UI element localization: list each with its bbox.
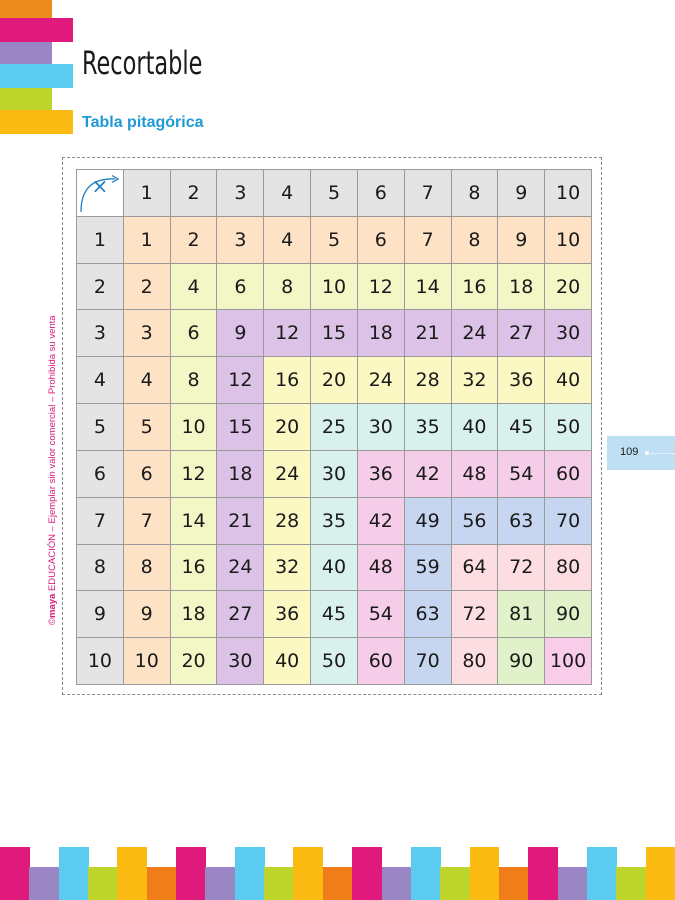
- table-cell: 21: [405, 310, 452, 357]
- table-cell: 32: [264, 545, 311, 592]
- bottom-stripe: [0, 847, 30, 900]
- table-cell: 3: [217, 217, 264, 264]
- row-header: 6: [77, 451, 124, 498]
- table-cell: 28: [405, 357, 452, 404]
- bottom-stripe: [293, 847, 323, 900]
- table-cell: 12: [358, 264, 405, 311]
- table-cell: 60: [545, 451, 592, 498]
- table-cell: 3: [124, 310, 171, 357]
- copyright-symbol: ©: [47, 618, 58, 625]
- table-cell: 9: [217, 310, 264, 357]
- table-cell: 24: [452, 310, 499, 357]
- table-cell: 36: [264, 591, 311, 638]
- bottom-stripe: [323, 867, 353, 900]
- column-header: 10: [545, 170, 592, 217]
- row-header: 3: [77, 310, 124, 357]
- table-cell: 70: [405, 638, 452, 685]
- bottom-stripe: [264, 867, 294, 900]
- table-cell: 5: [311, 217, 358, 264]
- table-cell: 24: [264, 451, 311, 498]
- table-cell: 4: [171, 264, 218, 311]
- table-cell: 21: [217, 498, 264, 545]
- table-cell: 16: [264, 357, 311, 404]
- column-header: 1: [124, 170, 171, 217]
- table-cell: 54: [358, 591, 405, 638]
- row-header: 2: [77, 264, 124, 311]
- row-header: 8: [77, 545, 124, 592]
- table-cell: 30: [217, 638, 264, 685]
- table-cell: 2: [171, 217, 218, 264]
- table-cell: 30: [358, 404, 405, 451]
- bottom-stripe: [499, 867, 529, 900]
- table-cell: 81: [498, 591, 545, 638]
- table-cell: 42: [358, 498, 405, 545]
- row-header: 7: [77, 498, 124, 545]
- stripe-yellow: [0, 110, 73, 134]
- table-cell: 5: [124, 404, 171, 451]
- stripe-cyan: [0, 64, 73, 88]
- page-dotted-line: [651, 453, 675, 454]
- bottom-stripe: [411, 847, 441, 900]
- multiplication-table: [76, 169, 592, 685]
- table-cell: 4: [124, 357, 171, 404]
- row-header: 9: [77, 591, 124, 638]
- bottom-stripe: [646, 847, 675, 900]
- table-cell: 50: [545, 404, 592, 451]
- table-cell: 4: [264, 217, 311, 264]
- table-cell: 27: [217, 591, 264, 638]
- table-cell: 72: [452, 591, 499, 638]
- table-cell: 80: [545, 545, 592, 592]
- table-cell: 20: [545, 264, 592, 311]
- table-cell: 64: [452, 545, 499, 592]
- table-cell: 16: [171, 545, 218, 592]
- table-cell: 100: [545, 638, 592, 685]
- bottom-stripe: [235, 847, 265, 900]
- bottom-stripe: [176, 847, 206, 900]
- row-header: 5: [77, 404, 124, 451]
- table-cell: 48: [452, 451, 499, 498]
- bottom-stripe: [117, 847, 147, 900]
- table-cell: 63: [498, 498, 545, 545]
- table-cell: 30: [311, 451, 358, 498]
- table-cell: 40: [545, 357, 592, 404]
- table-cell: 70: [545, 498, 592, 545]
- table-cell: 8: [264, 264, 311, 311]
- table-cell: 40: [452, 404, 499, 451]
- table-cell: 54: [498, 451, 545, 498]
- table-cell: 49: [405, 498, 452, 545]
- column-header: 5: [311, 170, 358, 217]
- table-cell: 30: [545, 310, 592, 357]
- table-cell: 6: [217, 264, 264, 311]
- row-header: 4: [77, 357, 124, 404]
- table-cell: 56: [452, 498, 499, 545]
- row-header: 10: [77, 638, 124, 685]
- table-cell: 9: [124, 591, 171, 638]
- table-corner: [77, 170, 124, 217]
- table-cell: 40: [264, 638, 311, 685]
- row-header: 1: [77, 217, 124, 264]
- table-cell: 20: [311, 357, 358, 404]
- table-cell: 36: [358, 451, 405, 498]
- table-cell: 8: [452, 217, 499, 264]
- multiply-sign: ×: [91, 174, 109, 198]
- table-cell: 15: [311, 310, 358, 357]
- table-cell: 24: [358, 357, 405, 404]
- page-number-tab: [607, 436, 675, 470]
- table-cell: 18: [171, 591, 218, 638]
- brand-logo: maya: [47, 593, 58, 618]
- bottom-stripe: [352, 847, 382, 900]
- table-cell: 8: [124, 545, 171, 592]
- table-cell: 45: [311, 591, 358, 638]
- table-cell: 27: [498, 310, 545, 357]
- table-cell: 20: [171, 638, 218, 685]
- table-cell: 90: [545, 591, 592, 638]
- table-cell: 40: [311, 545, 358, 592]
- table-cell: 12: [217, 357, 264, 404]
- table-cell: 14: [405, 264, 452, 311]
- table-cell: 32: [452, 357, 499, 404]
- table-cell: 16: [452, 264, 499, 311]
- bottom-stripe: [147, 867, 177, 900]
- column-header: 9: [498, 170, 545, 217]
- table-cell: 18: [498, 264, 545, 311]
- page-subtitle: Tabla pitagórica: [82, 114, 204, 131]
- table-cell: 36: [498, 357, 545, 404]
- table-cell: 12: [264, 310, 311, 357]
- column-header: 3: [217, 170, 264, 217]
- table-cell: 72: [498, 545, 545, 592]
- copyright-text: EDUCACIÓN – Ejemplar sin valor comercial – Prohibida su venta: [47, 315, 58, 594]
- table-cell: 6: [358, 217, 405, 264]
- table-cell: 20: [264, 404, 311, 451]
- table-cell: 48: [358, 545, 405, 592]
- stripe-magenta: [0, 18, 73, 42]
- page-number: 109: [620, 446, 639, 458]
- table-cell: 2: [124, 264, 171, 311]
- column-header: 7: [405, 170, 452, 217]
- column-header: 4: [264, 170, 311, 217]
- bottom-stripe: [205, 867, 235, 900]
- bottom-stripe: [616, 867, 646, 900]
- bottom-stripe: [59, 847, 89, 900]
- table-cell: 12: [171, 451, 218, 498]
- table-cell: 25: [311, 404, 358, 451]
- bottom-stripe: [470, 847, 500, 900]
- bottom-stripe: [558, 867, 588, 900]
- table-cell: 18: [217, 451, 264, 498]
- bottom-stripe: [29, 867, 59, 900]
- table-cell: 90: [498, 638, 545, 685]
- table-cell: 14: [171, 498, 218, 545]
- table-cell: 8: [171, 357, 218, 404]
- bottom-stripe: [440, 867, 470, 900]
- bottom-stripe: [587, 847, 617, 900]
- table-cell: 60: [358, 638, 405, 685]
- table-cell: 28: [264, 498, 311, 545]
- table-cell: 24: [217, 545, 264, 592]
- table-cell: 18: [358, 310, 405, 357]
- stripe-orange: [0, 0, 52, 18]
- table-cell: 80: [452, 638, 499, 685]
- table-cell: 63: [405, 591, 452, 638]
- table-cell: 1: [124, 217, 171, 264]
- bottom-stripes: [0, 847, 675, 900]
- table-cell: 10: [311, 264, 358, 311]
- table-cell: 59: [405, 545, 452, 592]
- table-cell: 6: [171, 310, 218, 357]
- table-cell: 35: [405, 404, 452, 451]
- page-dot: [645, 451, 649, 455]
- copyright-note: [47, 315, 58, 625]
- table-cell: 10: [171, 404, 218, 451]
- page-title: Recortable: [82, 44, 203, 82]
- table-cell: 35: [311, 498, 358, 545]
- table-cell: 7: [405, 217, 452, 264]
- column-header: 8: [452, 170, 499, 217]
- table-cell: 45: [498, 404, 545, 451]
- bottom-stripe: [382, 867, 412, 900]
- table-cell: 10: [124, 638, 171, 685]
- column-header: 6: [358, 170, 405, 217]
- stripe-lime: [0, 88, 52, 110]
- table-cell: 7: [124, 498, 171, 545]
- bottom-stripe: [528, 847, 558, 900]
- table-cell: 15: [217, 404, 264, 451]
- table-cell: 10: [545, 217, 592, 264]
- bottom-stripe: [88, 867, 118, 900]
- column-header: 2: [171, 170, 218, 217]
- table-cell: 6: [124, 451, 171, 498]
- table-cell: 9: [498, 217, 545, 264]
- stripe-purple: [0, 42, 52, 64]
- table-cell: 42: [405, 451, 452, 498]
- table-cell: 50: [311, 638, 358, 685]
